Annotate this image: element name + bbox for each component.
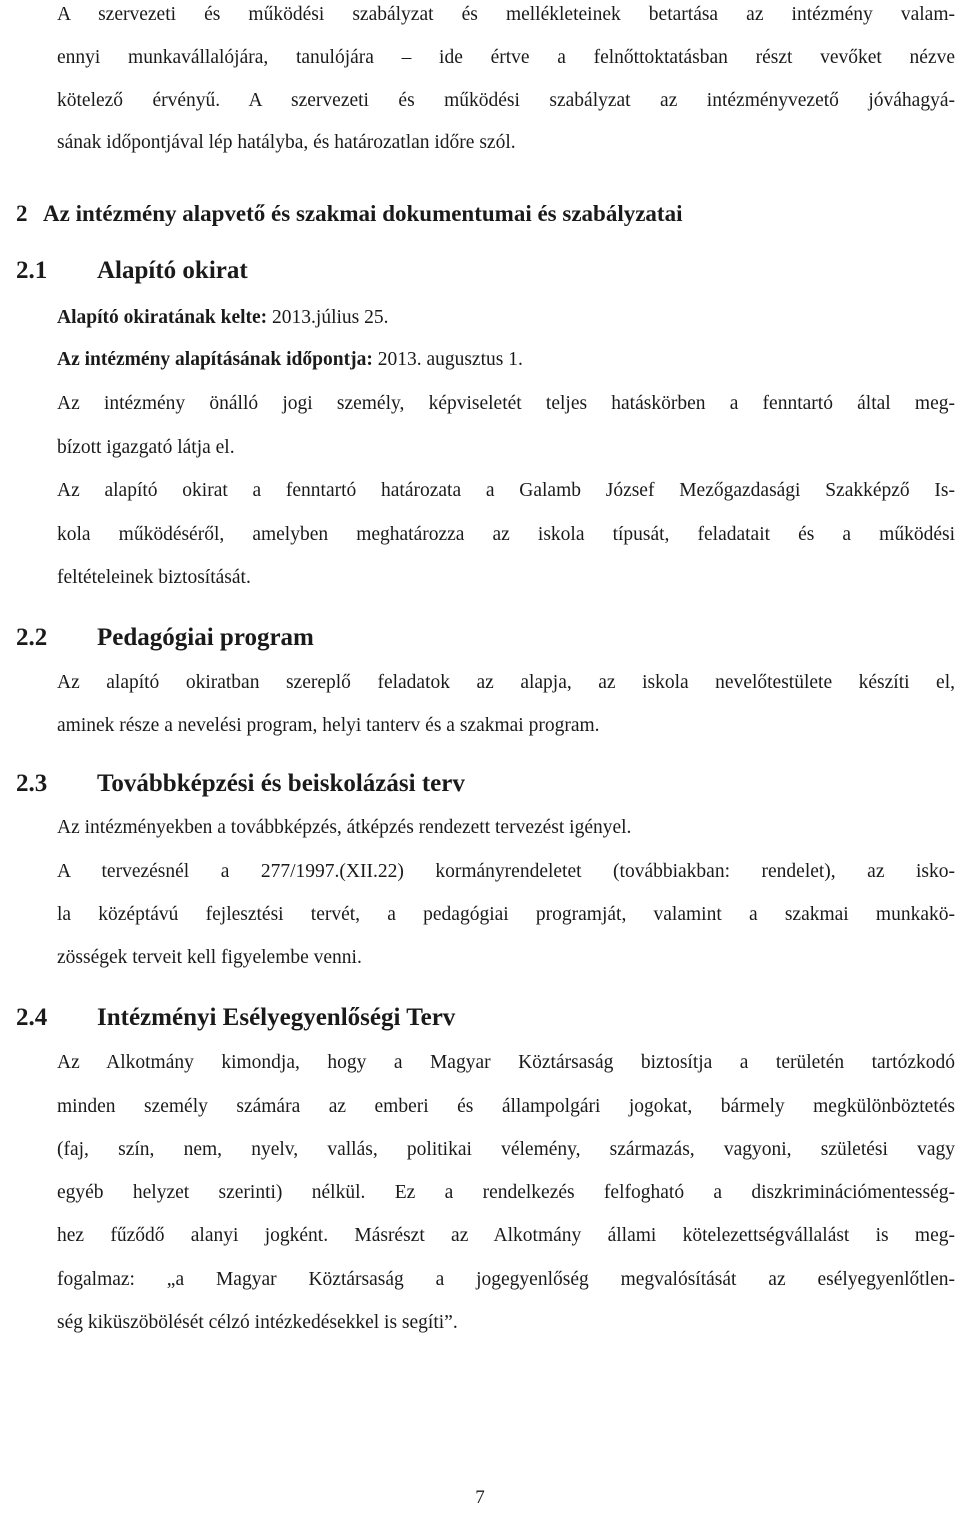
section-2-3-number: 2.3: [16, 770, 48, 797]
section-2-2-number: 2.2: [16, 624, 48, 651]
s22-line-1: Az alapító okiratban szereplő feladatok az alapja, az iskola nevelőtestülete készíti el,: [57, 672, 955, 693]
section-2-1-heading: [16, 256, 248, 286]
s24-line-3: (faj, szín, nem, nyelv, vallás, politikai vélemény, származás, vagyoni, születési vagy: [57, 1139, 955, 1160]
intro-line-2: ennyi munkavállalójára, tanulójára – ide értve a felnőttoktatásban részt vevőket nézve: [57, 47, 955, 68]
s24-line-7: ség kiküszöbölését célzó intézkedésekkel is segíti”.: [57, 1312, 458, 1333]
s21-p1-line-1: Az intézmény önálló jogi személy, képviseletét teljes hatáskörben a fenntartó által meg-: [57, 393, 955, 414]
founding-doc-date-label: Alapító okiratának kelte:: [57, 307, 268, 328]
intro-line-4: sának időpontjával lép hatályba, és határozatlan időre szól.: [57, 132, 516, 153]
s24-line-1: Az Alkotmány kimondja, hogy a Magyar Köztársaság biztosítja a területén tartózkodó: [57, 1052, 955, 1073]
section-2-title: Az intézmény alapvető és szakmai dokumentumai és szabályzatai: [43, 201, 683, 226]
s24-line-2: minden személy számára az emberi és állampolgári jogokat, bármely megkülönböztetés: [57, 1096, 955, 1117]
s23-line-2: A tervezésnél a 277/1997.(XII.22) kormányrendeletet (továbbiakban: rendelet), az isko-: [57, 861, 955, 882]
section-2-4-number: 2.4: [16, 1004, 48, 1031]
s21-p2-line-1: Az alapító okirat a fenntartó határozata a Galamb József Mezőgazdasági Szakképző Is-: [57, 480, 955, 501]
s23-line-4: zösségek terveit kell figyelembe venni.: [57, 947, 362, 968]
s24-line-4: egyéb helyzet szerinti) nélkül. Ez a rendelkezés felfogható a diszkriminációmentesség-: [57, 1182, 955, 1203]
section-2-2-heading: [16, 623, 314, 653]
s23-line-3: la középtávú fejlesztési tervét, a pedagógiai programját, valamint a szakmai munkakö-: [57, 904, 955, 925]
founding-doc-date-value: 2013.július 25.: [267, 307, 389, 328]
s23-line-1: Az intézményekben a továbbképzés, átképzés rendezett tervezést igényel.: [57, 817, 632, 838]
s24-line-6: fogalmaz: „a Magyar Köztársaság a jogegyenlőség megvalósítását az esélyegyenlőtlen-: [57, 1269, 955, 1290]
section-2-3-title: Továbbképzési és beiskolázási terv: [97, 770, 465, 797]
s21-p2-line-2: kola működéséről, amelyben meghatározza az iskola típusát, feladatait és a működési: [57, 524, 955, 545]
section-2-1-number: 2.1: [16, 257, 48, 284]
founding-date-value: 2013. augusztus 1.: [372, 349, 523, 370]
section-2-number: 2: [16, 201, 28, 226]
section-2-1-title: Alapító okirat: [97, 257, 248, 284]
s21-p2-line-3: feltételeinek biztosítását.: [57, 567, 251, 588]
s21-p1-line-2: bízott igazgató látja el.: [57, 437, 235, 458]
founding-doc-date: [57, 306, 389, 330]
section-2-heading: [16, 199, 683, 229]
intro-line-1: A szervezeti és működési szabályzat és mellékleteinek betartása az intézmény valam-: [57, 4, 955, 25]
page-number: 7: [475, 1487, 485, 1508]
section-2-3-heading: [16, 769, 465, 799]
section-2-2-title: Pedagógiai program: [97, 624, 314, 651]
founding-date: [57, 348, 523, 372]
s22-line-2: aminek része a nevelési program, helyi tanterv és a szakmai program.: [57, 715, 600, 736]
section-2-4-title: Intézményi Esélyegyenlőségi Terv: [97, 1004, 456, 1031]
intro-line-3: kötelező érvényű. A szervezeti és működési szabályzat az intézményvezető jóváhagyá-: [57, 90, 955, 111]
section-2-4-heading: [16, 1003, 455, 1033]
founding-date-label: Az intézmény alapításának időpontja:: [57, 349, 373, 370]
s24-line-5: hez fűződő alanyi jogként. Másrészt az Alkotmány állami kötelezettségvállalást is meg-: [57, 1225, 955, 1246]
